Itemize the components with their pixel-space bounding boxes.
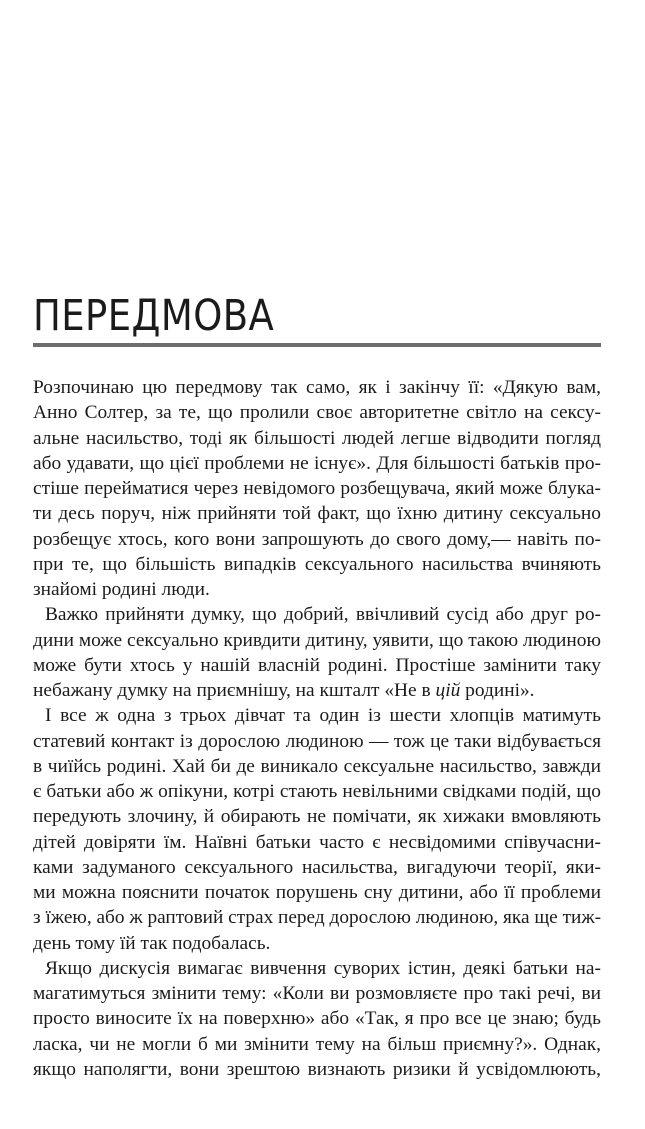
text-line: альне насильство, тоді як більшості людей легше відводити погляд <box>33 427 601 449</box>
text-line: при те, що більшість випадків сексуального насильства вчиняють <box>33 553 601 575</box>
text-line: дітей довіряти їм. Наївні батьки часто є несвідомими співучасни- <box>33 831 601 853</box>
text-line: ками задуманого сексуального насильства, вигадуючи теорії, яки- <box>33 856 601 878</box>
text-line: І все ж одна з трьох дівчат та один із шести хлопців матимуть <box>45 705 601 727</box>
paragraph <box>33 602 601 703</box>
text-line: Важко прийняти думку, що добрий, ввічливий сусід або друг ро- <box>45 604 601 626</box>
text-run: родині». <box>460 680 535 701</box>
text-run: небажану думку на приємнішу, на кшталт «Не в <box>33 680 436 701</box>
paragraph <box>33 956 601 1082</box>
paragraph <box>33 703 601 956</box>
text-line: дини може сексуально кривдити дитину, уявити, що такою людиною <box>33 629 601 651</box>
page-title: ПЕРЕДМОВА <box>33 291 275 341</box>
text-line: ти десь поруч, ніж прийняти той факт, що їхню дитину сексуально <box>33 503 601 525</box>
text-line: з їжею, або ж раптовий страх перед дорослою людиною, яка ще тиж- <box>33 907 602 929</box>
text-line: якщо наполягти, вони зрештою визнають ризики й усвідомлюють, <box>33 1058 601 1080</box>
text-line: день тому їй так подобалась. <box>33 932 271 954</box>
text-line: стіше перейматися через невідомого розбещувача, який може блука- <box>33 478 601 499</box>
text-line: Якщо дискусія вимагає вивчення суворих істин, деякі батьки на- <box>45 957 601 979</box>
text-line: може бути хтось у нашій власній родині. Простіше замінити таку <box>33 654 601 676</box>
text-line <box>33 678 601 703</box>
text-line: передують злочину, й обирають не помічати, як хижаки вмовляють <box>33 806 601 828</box>
text-line: знайомі родині люди. <box>33 579 210 600</box>
paragraph <box>33 375 601 602</box>
italic-emphasis: цій <box>435 680 461 701</box>
heading-divider <box>33 343 601 347</box>
text-line: магатимуться змінити тему: «Коли ви розмовляєте про такі речі, ви <box>33 983 601 1004</box>
text-line: або удавати, що цієї проблеми не існує». Для більшості батьків про- <box>33 452 601 474</box>
text-line: Анно Солтер, за те, що пролили своє авторитетне світло на сексу- <box>33 402 601 424</box>
text-line: ласка, чи не могли б ми змінити тему на більш приємну?». Однак, <box>33 1033 601 1055</box>
body-text <box>33 375 601 1082</box>
text-line: Розпочинаю цю передмову так само, як і закінчу її: «Дякую вам, <box>33 377 601 398</box>
text-line: в чиїйсь родині. Хай би де виникало сексуальне насильство, завжди <box>33 755 601 777</box>
text-line: просто виносите їх на поверхню» або «Так, я про все це знаю; будь <box>33 1008 601 1030</box>
text-line: є батьки або ж опікуни, котрі стають невільними свідками подій, що <box>33 781 601 802</box>
text-line: ми можна пояснити початок порушень сну дитини, або її проблеми <box>33 882 601 903</box>
text-line: статевий контакт із дорослою людиною — тож це таки відбувається <box>33 730 601 752</box>
text-line: розбещує хтось, кого вони запрошують до свого дому,— навіть по- <box>33 528 601 550</box>
